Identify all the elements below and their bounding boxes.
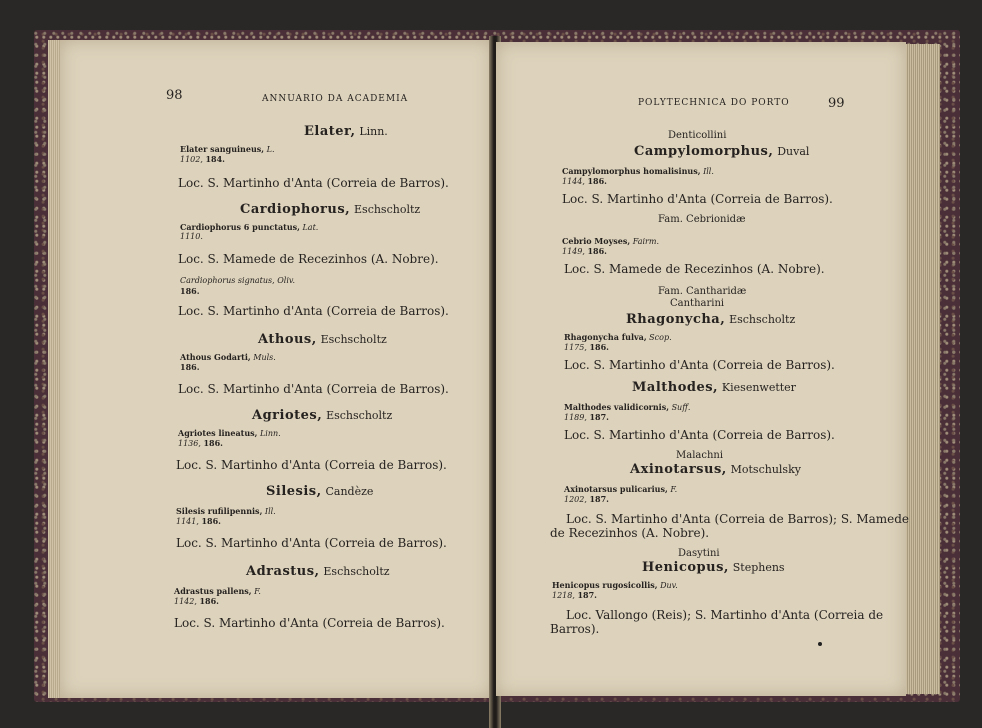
reference-number: 1175, 186. xyxy=(564,342,609,352)
left-page xyxy=(60,40,492,698)
running-header-left: ANNUARIO DA ACADEMIA xyxy=(262,94,409,104)
reference-number: 1202, 187. xyxy=(564,494,609,504)
species-name: Malthodes validicornis, Suff. xyxy=(564,402,691,412)
locality-text: Loc. S. Martinho d'Anta (Correia de Barros). xyxy=(178,176,449,190)
tribe-heading: Cantharini xyxy=(670,298,725,309)
species-name: Campylomorphus homalisinus, Ill. xyxy=(562,166,714,176)
reference-number: 186. xyxy=(180,286,200,296)
family-heading: Fam. Cantharidæ xyxy=(658,286,747,297)
locality-text: Loc. S. Martinho d'Anta (Correia de Barros). xyxy=(176,458,447,472)
locality-text: Loc. S. Martinho d'Anta (Correia de Barros). xyxy=(562,192,833,206)
reference-number: 1102, 184. xyxy=(180,154,225,164)
locality-text: Barros). xyxy=(550,622,600,636)
species-name: Silesis rufilipennis, Ill. xyxy=(176,506,276,516)
right-page xyxy=(496,42,910,696)
locality-text: Loc. Vallongo (Reis); S. Martinho d'Anta (Correia de xyxy=(566,608,884,622)
tribe-heading: Malachni xyxy=(676,450,724,461)
species-name: Cebrio Moyses, Fairm. xyxy=(562,236,659,246)
species-name: Cardiophorus signatus, Oliv. xyxy=(180,276,295,285)
ink-spot xyxy=(818,642,822,646)
reference-number: 1189, 187. xyxy=(564,412,609,422)
genus-heading: Adrastus, Eschscholtz xyxy=(246,564,390,579)
species-name: Adrastus pallens, F. xyxy=(174,586,261,596)
genus-heading: Athous, Eschscholtz xyxy=(258,332,387,347)
reference-number: 1110. xyxy=(180,232,203,241)
species-name: Rhagonycha fulva, Scop. xyxy=(564,332,672,342)
locality-text: Loc. S. Martinho d'Anta (Correia de Barros). xyxy=(178,304,449,318)
running-header-right: POLYTECHNICA DO PORTO xyxy=(638,98,790,108)
locality-text: Loc. S. Mamede de Recezinhos (A. Nobre). xyxy=(178,252,439,266)
locality-text: Loc. S. Mamede de Recezinhos (A. Nobre). xyxy=(564,262,825,276)
locality-text: Loc. S. Martinho d'Anta (Correia de Barros). xyxy=(174,616,445,630)
genus-heading: Cardiophorus, Eschscholtz xyxy=(240,202,421,217)
locality-text: Loc. S. Martinho d'Anta (Correia de Barros). xyxy=(564,358,835,372)
reference-number: 1144, 186. xyxy=(562,176,607,186)
locality-text: Loc. S. Martinho d'Anta (Correia de Barros); S. Mamede xyxy=(566,512,910,526)
right-page-edges xyxy=(904,44,940,694)
genus-heading: Campylomorphus, Duval xyxy=(634,144,810,159)
reference-number: 1218, 187. xyxy=(552,590,597,600)
page-number-right: 99 xyxy=(828,96,845,111)
species-name: Agriotes lineatus, Linn. xyxy=(178,428,281,438)
genus-heading: Silesis, Candèze xyxy=(266,484,374,499)
species-name: Henicopus rugosicollis, Duv. xyxy=(552,580,678,590)
genus-heading: Malthodes, Kiesenwetter xyxy=(632,380,796,395)
reference-number: 186. xyxy=(180,362,200,372)
reference-number: 1141, 186. xyxy=(176,516,221,526)
locality-text: Loc. S. Martinho d'Anta (Correia de Barros). xyxy=(564,428,835,442)
genus-heading: Agriotes, Eschscholtz xyxy=(252,408,393,423)
tribe-heading: Denticollini xyxy=(668,130,727,141)
genus-heading: Elater, Linn. xyxy=(304,124,388,139)
species-name: Elater sanguineus, L. xyxy=(180,144,275,154)
genus-heading: Axinotarsus, Motschulsky xyxy=(630,462,801,477)
locality-text: de Recezinhos (A. Nobre). xyxy=(550,526,710,540)
reference-number: 1149, 186. xyxy=(562,246,607,256)
species-name: Axinotarsus pulicarius, F. xyxy=(564,484,678,494)
genus-heading: Rhagonycha, Eschscholtz xyxy=(626,312,796,327)
reference-number: 1142, 186. xyxy=(174,596,219,606)
family-heading: Fam. Cebrionidæ xyxy=(658,214,746,225)
tribe-heading: Dasytini xyxy=(678,548,720,559)
page-number-left: 98 xyxy=(166,88,183,103)
species-name: Athous Godarti, Muls. xyxy=(180,352,276,362)
locality-text: Loc. S. Martinho d'Anta (Correia de Barros). xyxy=(178,382,449,396)
species-name: Cardiophorus 6 punctatus, Lat. xyxy=(180,222,319,232)
locality-text: Loc. S. Martinho d'Anta (Correia de Barros). xyxy=(176,536,447,550)
reference-number: 1136, 186. xyxy=(178,438,223,448)
genus-heading: Henicopus, Stephens xyxy=(642,560,785,575)
